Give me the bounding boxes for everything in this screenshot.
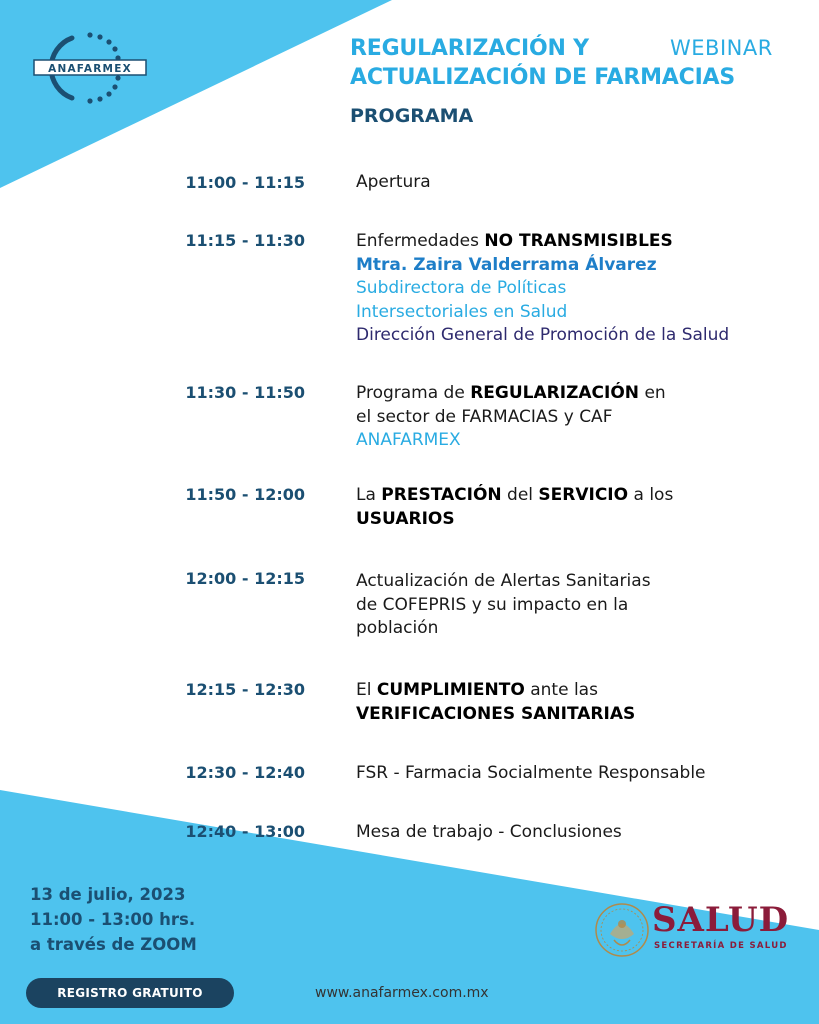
desc-5: Actualización de Alertas Sanitarias de COFEPRIS y su impacto en la población (356, 571, 651, 638)
anafarmex-logo (32, 28, 150, 108)
time-1: 11:00 - 11:15 (185, 173, 305, 192)
event-date-info: 13 de julio, 2023 11:00 - 13:00 hrs. a través de ZOOM (30, 885, 197, 954)
website-link[interactable]: www.anafarmex.com.mx (315, 985, 489, 1001)
time-3: 11:30 - 11:50 (185, 383, 305, 402)
desc-1: Apertura (356, 172, 431, 192)
salud-wordmark: SALUD (652, 900, 790, 940)
desc-7: FSR - Farmacia Socialmente Responsable (356, 763, 706, 783)
desc-4: La PRESTACIÓN del SERVICIO a los USUARIOS (356, 485, 674, 529)
salud-seal-icon (592, 894, 652, 964)
time-5: 12:00 - 12:15 (185, 569, 305, 588)
time-7: 12:30 - 12:40 (185, 763, 305, 782)
desc-8: Mesa de trabajo - Conclusiones (356, 822, 622, 842)
register-button[interactable]: REGISTRO GRATUITO (26, 978, 234, 1008)
time-4: 11:50 - 12:00 (185, 485, 305, 504)
event-title: REGULARIZACIÓN Y ACTUALIZACIÓN DE FARMACIAS (350, 36, 736, 90)
salud-logo (592, 894, 792, 968)
desc-2: Enfermedades NO TRANSMISIBLES Mtra. Zaira Valderrama Álvarez Subdirectora de Políticas Intersectoriales en Salud Dirección General de Promoción de la Salud (356, 231, 730, 345)
speaker-name: Mtra. Zaira Valderrama Álvarez (356, 254, 657, 275)
webinar-label: WEBINAR (670, 36, 773, 60)
desc-6: El CUMPLIMIENTO ante las VERIFICACIONES SANITARIAS (356, 680, 636, 724)
svg-text:ANAFARMEX: ANAFARMEX (48, 63, 132, 75)
salud-subtitle: SECRETARÍA DE SALUD (654, 941, 788, 951)
programa-heading: PROGRAMA (350, 105, 474, 127)
time-2: 11:15 - 11:30 (185, 231, 305, 250)
desc-3: Programa de REGULARIZACIÓN en el sector de FARMACIAS y CAF ANAFARMEX (356, 383, 666, 450)
time-8: 12:40 - 13:00 (185, 822, 305, 841)
time-6: 12:15 - 12:30 (185, 680, 305, 699)
